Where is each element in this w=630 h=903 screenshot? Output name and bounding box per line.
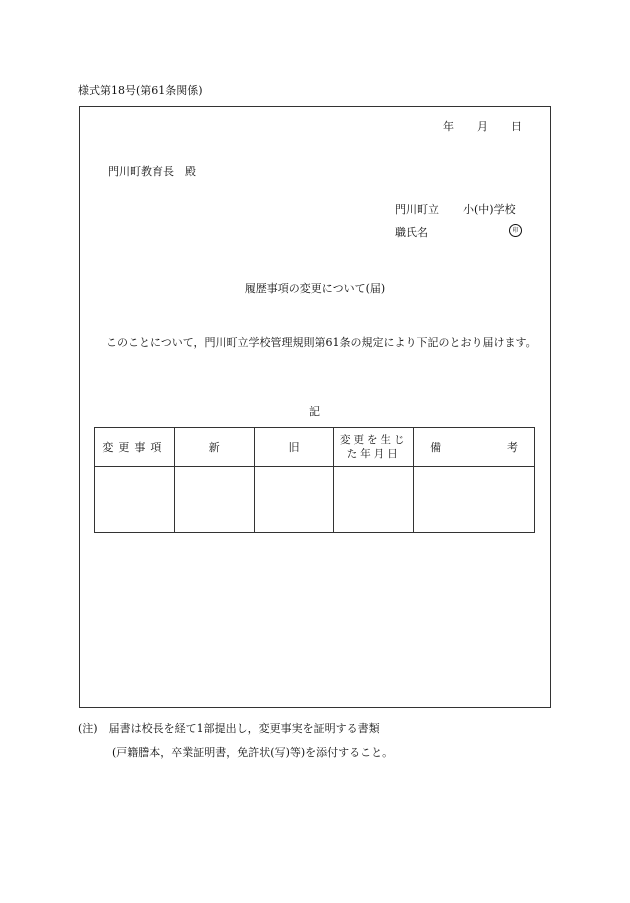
header-change-item: 変更事項	[95, 428, 175, 467]
cell-old[interactable]	[254, 467, 334, 533]
ki-heading: 記	[309, 405, 320, 418]
note-line-2: (戸籍謄本，卒業証明書，免許状(写)等)を添付すること。	[112, 746, 394, 759]
school-suffix: 小(中)学校	[463, 203, 516, 216]
name-label: 職氏名	[395, 226, 428, 239]
cell-change-item[interactable]	[95, 467, 175, 533]
header-change-date-line1: 変更を生じ	[340, 434, 408, 446]
form-number: 様式第18号(第61条関係)	[78, 84, 203, 97]
date-year-label: 年	[443, 120, 454, 133]
changes-table	[94, 427, 535, 533]
header-remarks-left: 備	[430, 441, 442, 454]
date-line	[443, 118, 522, 134]
body-text: このことについて，門川町立学校管理規則第61条の規定により下記のとおり届けます。	[106, 336, 537, 349]
addressee: 門川町教育長 殿	[108, 165, 196, 178]
seal-mark: 印	[509, 224, 522, 237]
table-header-row	[95, 428, 535, 467]
cell-new[interactable]	[174, 467, 254, 533]
header-remarks	[414, 428, 535, 467]
header-old: 旧	[254, 428, 334, 467]
document-subject: 履歴事項の変更について(届)	[244, 282, 386, 295]
header-remarks-right: 考	[507, 441, 518, 454]
school-line	[395, 201, 516, 217]
date-day-label: 日	[511, 120, 522, 133]
header-change-date-line2: た年月日	[346, 448, 401, 460]
header-change-date	[334, 428, 414, 467]
cell-change-date[interactable]	[334, 467, 414, 533]
date-month-label: 月	[477, 120, 488, 133]
header-new: 新	[174, 428, 254, 467]
school-prefix: 門川町立	[395, 203, 439, 216]
table-row	[95, 467, 535, 533]
cell-remarks[interactable]	[414, 467, 535, 533]
note-line-1: (注) 届書は校長を経て1部提出し，変更事実を証明する書類	[78, 722, 380, 735]
